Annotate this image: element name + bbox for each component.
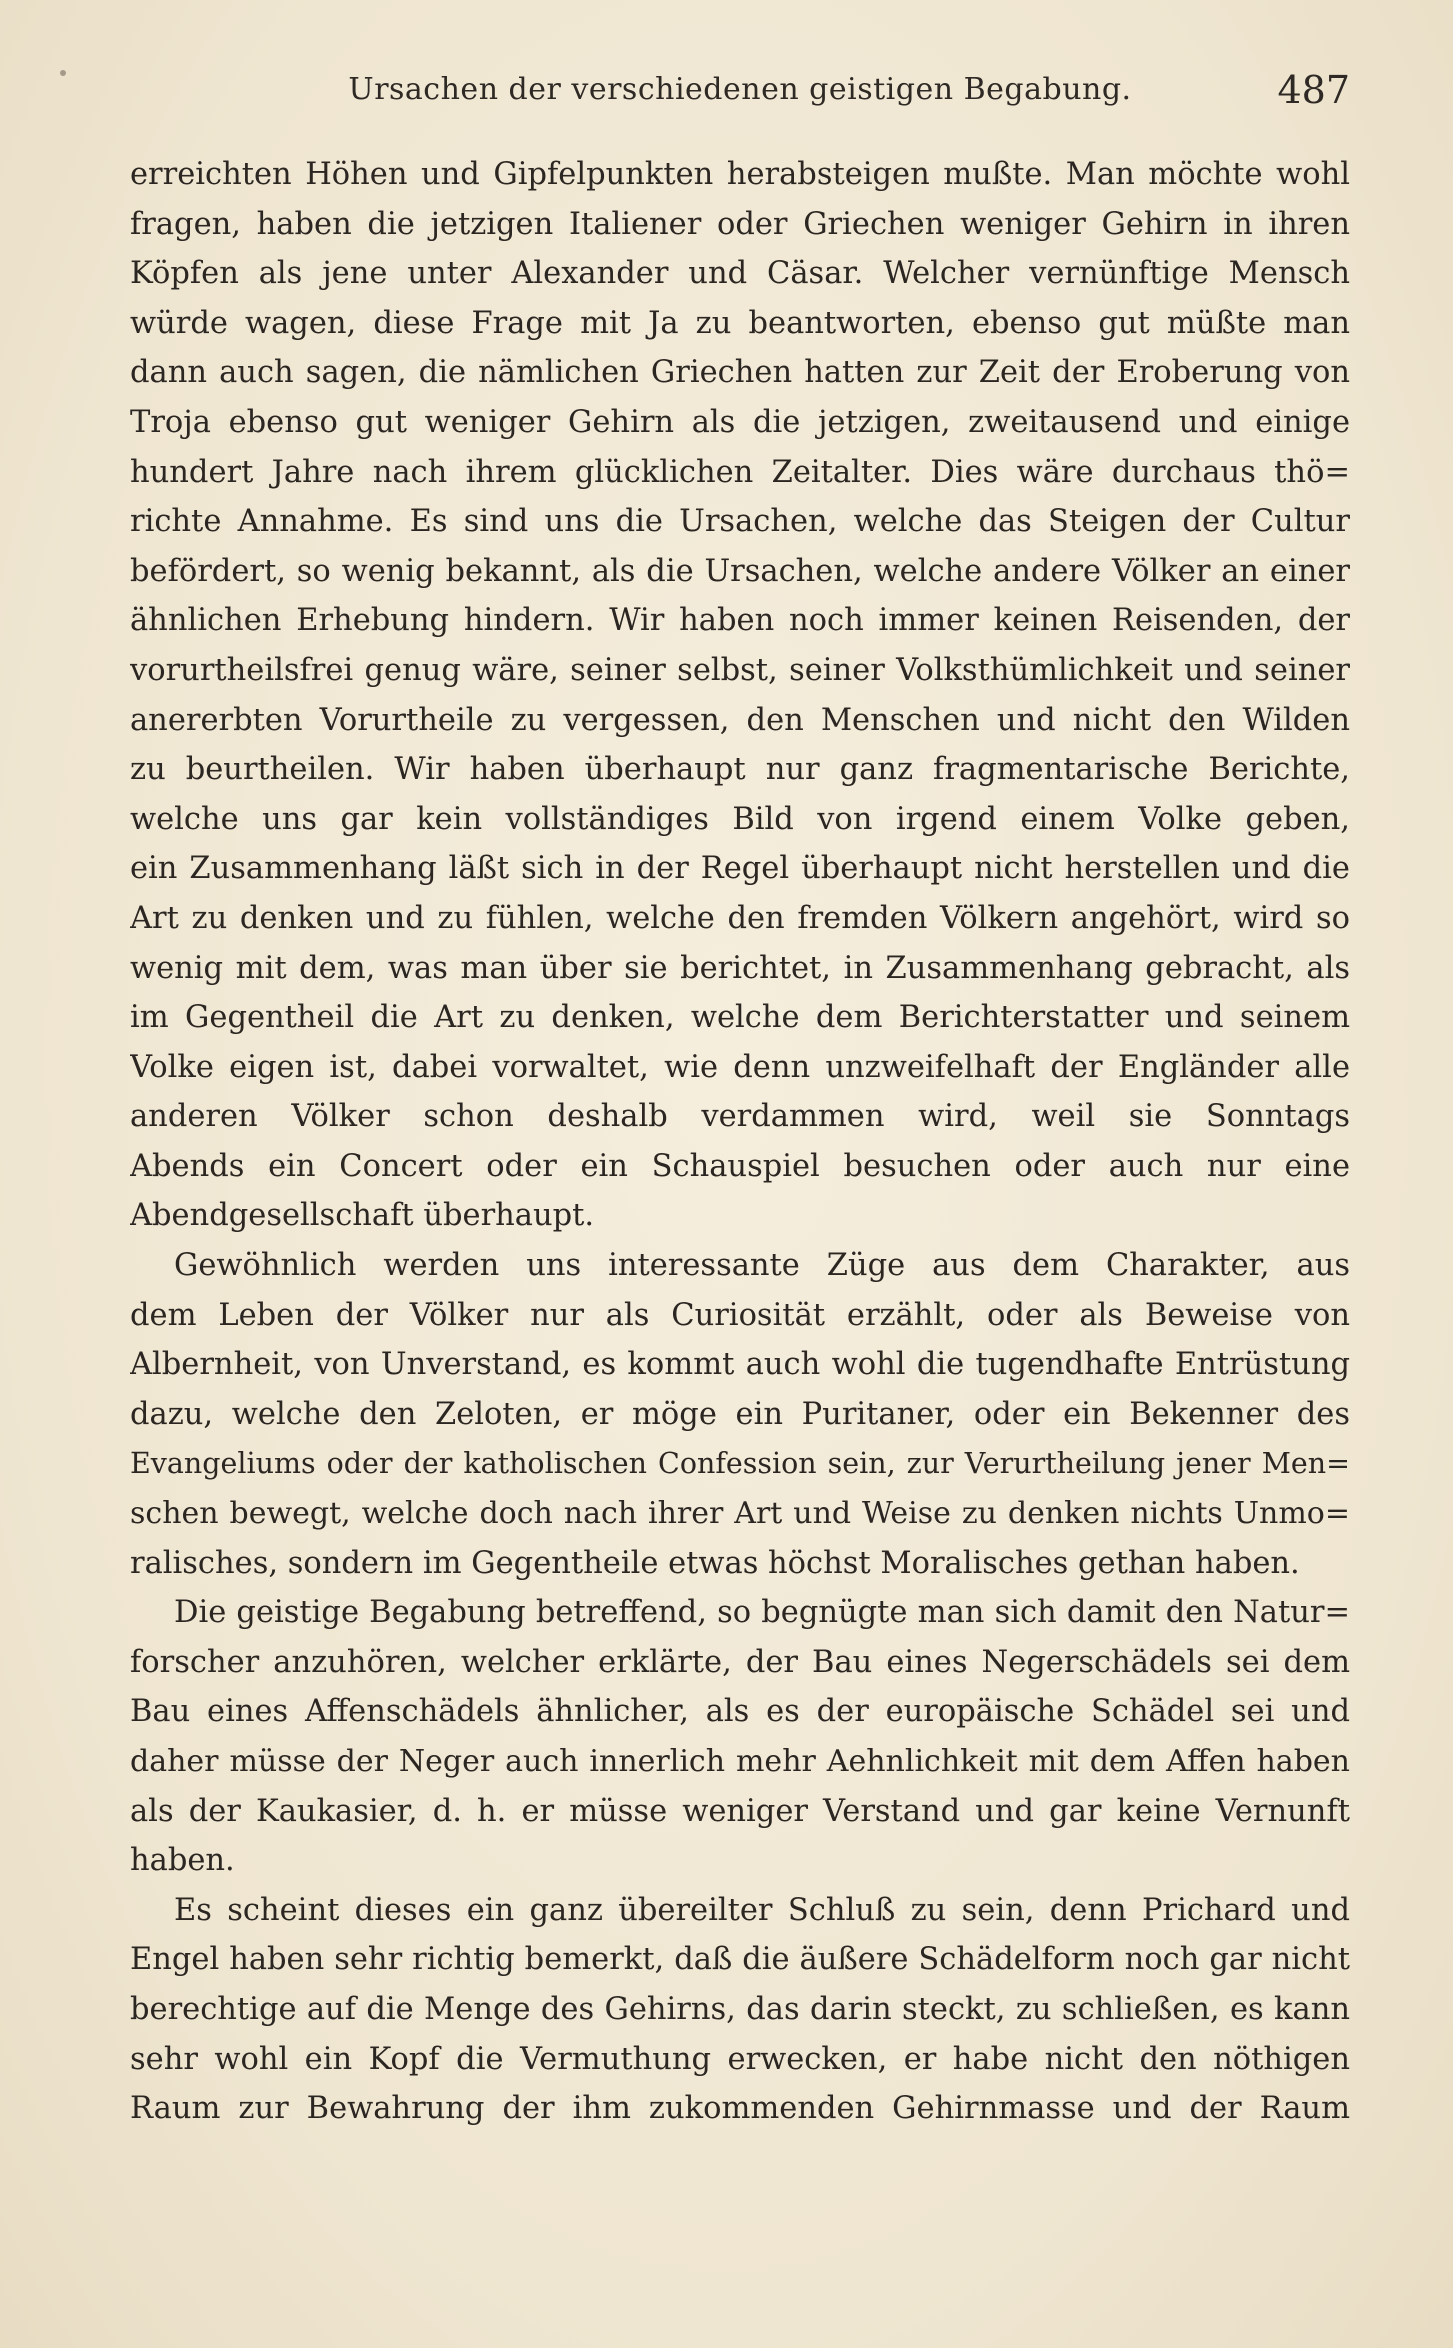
text-line: anderen Völker schon deshalb verdammen wird, weil sie Sonntags — [130, 1099, 1350, 1135]
text-line: Engel haben sehr richtig bemerkt, daß die äußere Schädelform noch gar nicht — [130, 1942, 1350, 1978]
text-line: im Gegentheil die Art zu denken, welche dem Berichterstatter und seinem — [130, 1000, 1350, 1036]
text-line: erreichten Höhen und Gipfelpunkten herabsteigen mußte. Man möchte wohl — [130, 157, 1350, 192]
text-line: haben. — [130, 1843, 235, 1879]
text-line: Evangeliums oder der katholischen Confession sein, zur Verurtheilung jener Men= — [130, 1447, 1350, 1481]
text-line: schen bewegt, welche doch nach ihrer Art und Weise zu denken nichts Unmo= — [130, 1496, 1350, 1532]
text-line: Volke eigen ist, dabei vorwaltet, wie denn unzweifelhaft der Engländer alle — [130, 1049, 1350, 1085]
text-line: forscher anzuhören, welcher erklärte, der Bau eines Negerschädels sei dem — [130, 1644, 1350, 1680]
text-line: Raum zur Bewahrung der ihm zukommenden Gehirnmasse und der Raum — [130, 2091, 1350, 2127]
text-line: würde wagen, diese Frage mit Ja zu beantworten, ebenso gut müßte man — [130, 305, 1350, 341]
text-line: dem Leben der Völker nur als Curiosität erzählt, oder als Beweise von — [130, 1297, 1350, 1333]
text-line: befördert, so wenig bekannt, als die Ursachen, welche andere Völker an einer — [130, 553, 1350, 589]
text-line: wenig mit dem, was man über sie berichtet, in Zusammenhang gebracht, als — [130, 950, 1350, 986]
text-line: als der Kaukasier, d. h. er müsse weniger Verstand und gar keine Vernunft — [130, 1793, 1350, 1829]
text-line: hundert Jahre nach ihrem glücklichen Zeitalter. Dies wäre durchaus thö= — [130, 454, 1350, 490]
text-line: Troja ebenso gut weniger Gehirn als die jetzigen, zweitausend und einige — [130, 404, 1350, 440]
text-line: fragen, haben die jetzigen Italiener oder Griechen weniger Gehirn in ihren — [130, 206, 1350, 242]
text-line: zu beurtheilen. Wir haben überhaupt nur ganz fragmentarische Berichte, — [130, 752, 1350, 788]
text-line: berechtige auf die Menge des Gehirns, das darin steckt, zu schließen, es kann — [130, 1991, 1350, 2027]
text-line: Abendgesellschaft überhaupt. — [130, 1198, 595, 1234]
text-line: sehr wohl ein Kopf die Vermuthung erwecken, er habe nicht den nöthigen — [130, 2041, 1350, 2077]
text-line: anererbten Vorurtheile zu vergessen, den Menschen und nicht den Wilden — [130, 702, 1350, 738]
text-line: Bau eines Affenschädels ähnlicher, als es der europäische Schädel sei und — [130, 1694, 1350, 1730]
page-header — [130, 68, 1350, 122]
print-speck — [60, 70, 66, 76]
text-line: daher müsse der Neger auch innerlich mehr Aehnlichkeit mit dem Affen haben — [130, 1744, 1350, 1779]
text-line: vorurtheilsfrei genug wäre, seiner selbst, seiner Volksthümlichkeit und seiner — [130, 652, 1350, 688]
text-line: Gewöhnlich werden uns interessante Züge aus dem Charakter, aus — [174, 1248, 1350, 1284]
text-line: richte Annahme. Es sind uns die Ursachen, welche das Steigen der Cultur — [130, 504, 1350, 540]
text-line: dann auch sagen, die nämlichen Griechen hatten zur Zeit der Eroberung von — [130, 355, 1350, 391]
page-number: 487 — [1277, 68, 1350, 112]
text-line: Abends ein Concert oder ein Schauspiel besuchen oder auch nur eine — [130, 1148, 1350, 1184]
body-text — [130, 150, 1350, 2134]
text-line: dazu, welche den Zeloten, er möge ein Puritaner, oder ein Bekenner des — [130, 1396, 1350, 1432]
text-line: Es scheint dieses ein ganz übereilter Schluß zu sein, denn Prichard und — [174, 1892, 1350, 1928]
text-line: Albernheit, von Unverstand, es kommt auch wohl die tugendhafte Entrüstung — [130, 1347, 1350, 1383]
text-line: welche uns gar kein vollständiges Bild von irgend einem Volke geben, — [130, 801, 1350, 837]
running-title: Ursachen der verschiedenen geistigen Begabung. — [348, 72, 1132, 107]
text-line: Die geistige Begabung betreffend, so begnügte man sich damit den Natur= — [174, 1595, 1350, 1631]
text-line: ähnlichen Erhebung hindern. Wir haben noch immer keinen Reisenden, der — [130, 603, 1350, 639]
text-line: ein Zusammenhang läßt sich in der Regel überhaupt nicht herstellen und die — [130, 851, 1350, 887]
text-line: ralisches, sondern im Gegentheile etwas höchst Moralisches gethan haben. — [130, 1545, 1300, 1581]
text-line: Köpfen als jene unter Alexander und Cäsar. Welcher vernünftige Mensch — [130, 256, 1350, 292]
text-line: Art zu denken und zu fühlen, welche den fremden Völkern angehört, wird so — [130, 900, 1350, 936]
